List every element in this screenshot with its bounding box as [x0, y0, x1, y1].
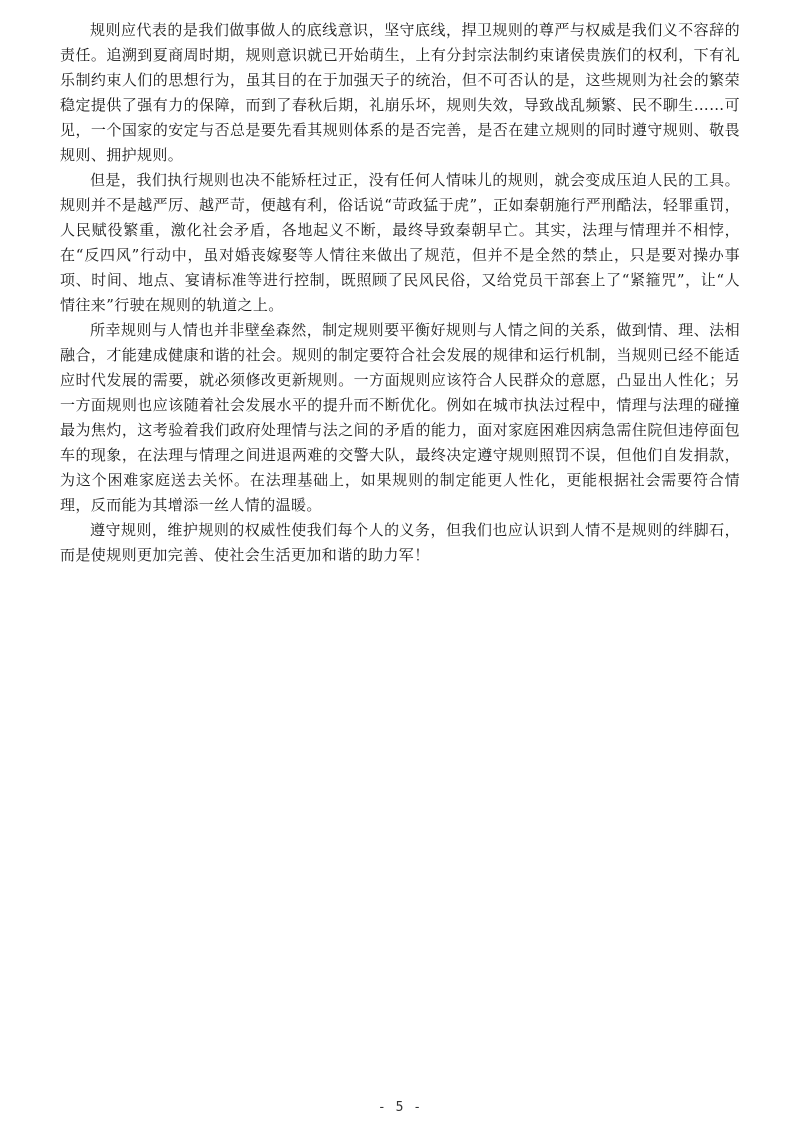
- paragraph-3: 所幸规则与人情也并非壁垒森然，制定规则要平衡好规则与人情之间的关系，做到情、理、法相融合，才能建成健康和谐的社会。规则的制定要符合社会发展的规律和运行机制，当规则已经不能适应时代发展的需要，就必须修改更新规则。一方面规则应该符合人民群众的意愿，凸显出人性化；另一方面规则也应该随着社会发展水平的提升而不断优化。例如在城市执法过程中，情理与法理的碰撞最为焦灼，这考验着我们政府处理情与法之间的矛盾的能力，面对家庭困难因病急需住院但违停面包车的现象，在法理与情理之间进退两难的交警大队，最终决定遵守规则照罚不误，但他们自发捐款，为这个困难家庭送去关怀。在法理基础上，如果规则的制定能更人性化，更能根据社会需要符合情理，反而能为其增添一丝人情的温暖。: [60, 321, 740, 514]
- paragraph-2: 但是，我们执行规则也决不能矫枉过正，没有任何人情味儿的规则，就会变成压迫人民的工具。规则并不是越严厉、越严苛，便越有利，俗话说“苛政猛于虎”，正如秦朝施行严刑酷法，轻罪重罚，人民赋役繁重，激化社会矛盾，各地起义不断，最终导致秦朝早亡。其实，法理与情理并不相悖，在“反四风”行动中，虽对婚丧嫁娶等人情往来做出了规范，但并不是全然的禁止，只是要对操办事项、时间、地点、宴请标准等进行控制，既照顾了民风民俗，又给党员干部套上了“紧箍咒”，让“人情往来”行驶在规则的轨道之上。: [60, 171, 740, 314]
- paragraph-4: 遵守规则，维护规则的权威性使我们每个人的义务，但我们也应认识到人情不是规则的绊脚石，而是使规则更加完善、使社会生活更加和谐的助力军！: [60, 521, 740, 564]
- paragraph-1: 规则应代表的是我们做事做人的底线意识，坚守底线，捍卫规则的尊严与权威是我们义不容辞的责任。追溯到夏商周时期，规则意识就已开始萌生，上有分封宗法制约束诸侯贵族们的权利，下有礼乐制约束人们的思想行为，虽其目的在于加强天子的统治，但不可否认的是，这些规则为社会的繁荣稳定提供了强有力的保障，而到了春秋后期，礼崩乐坏，规则失效，导致战乱频繁、民不聊生……可见，一个国家的安定与否总是要先看其规则体系的是否完善，是否在建立规则的同时遵守规则、敬畏规则、拥护规则。: [60, 21, 740, 164]
- page-number: - 5 -: [377, 1100, 423, 1115]
- document-body: [60, 18, 740, 568]
